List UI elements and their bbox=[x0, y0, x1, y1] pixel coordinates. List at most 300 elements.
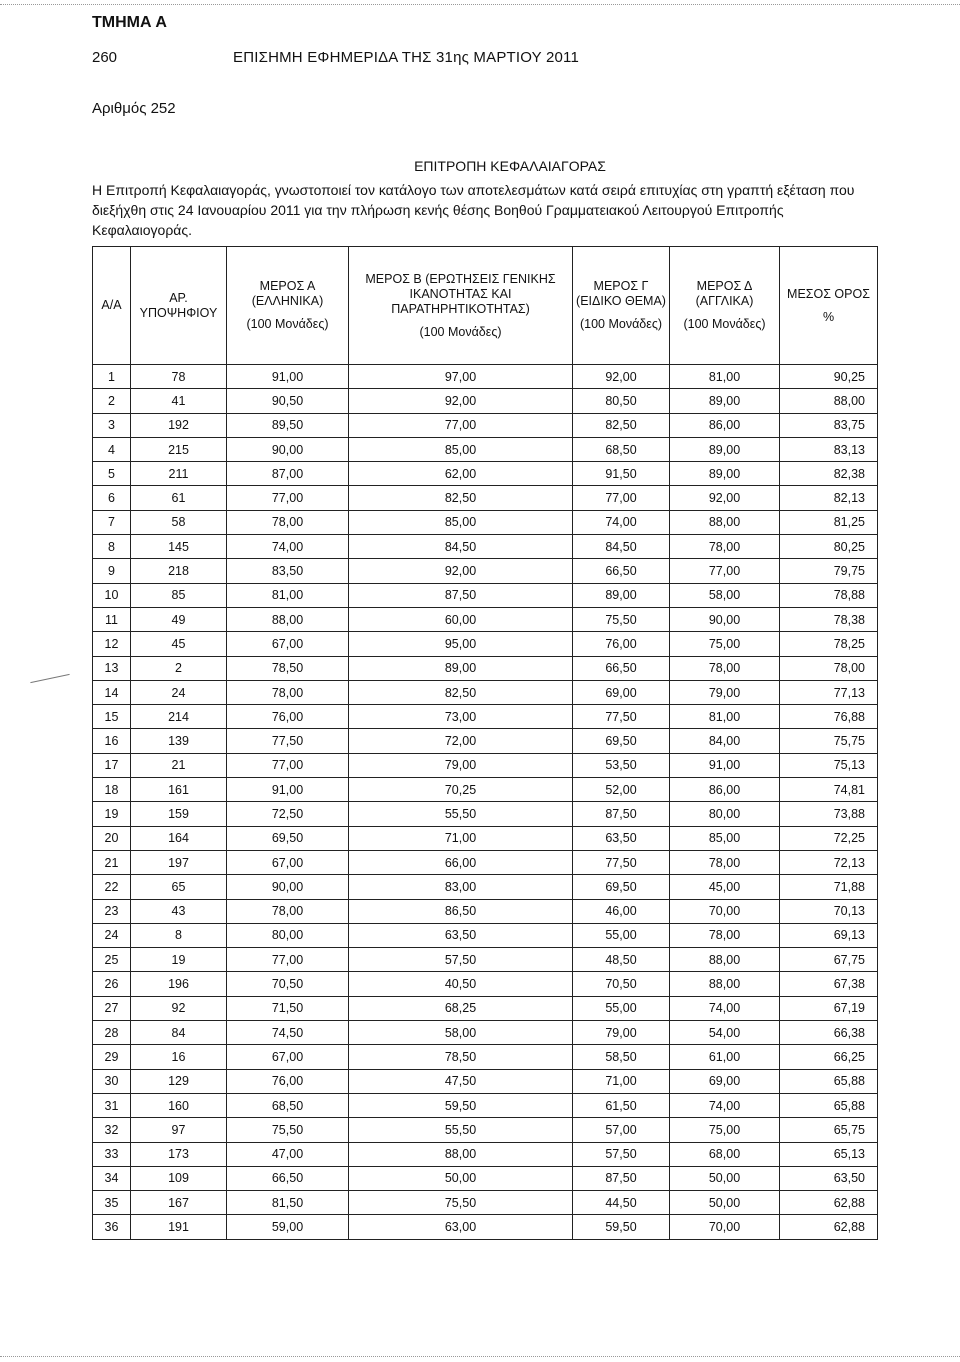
part-b-cell: 40,50 bbox=[349, 972, 573, 996]
part-b-cell: 71,00 bbox=[349, 826, 573, 850]
part-a-cell: 77,00 bbox=[227, 753, 349, 777]
part-d-cell: 89,00 bbox=[670, 437, 780, 461]
table-row bbox=[93, 1191, 878, 1215]
part-c-cell: 58,50 bbox=[573, 1045, 670, 1069]
part-b-cell: 84,50 bbox=[349, 535, 573, 559]
average-cell: 82,38 bbox=[780, 462, 878, 486]
average-cell: 82,13 bbox=[780, 486, 878, 510]
part-d-cell: 80,00 bbox=[670, 802, 780, 826]
gazette-title: ΕΠΙΣΗΜΗ ΕΦΗΜΕΡΙΔΑ ΤΗΣ 31ης ΜΑΡΤΙΟΥ 2011 bbox=[233, 49, 580, 66]
candidate-cell: 197 bbox=[131, 850, 227, 874]
part-b-cell: 82,50 bbox=[349, 486, 573, 510]
aa-cell: 1 bbox=[93, 365, 131, 389]
aa-cell: 36 bbox=[93, 1215, 131, 1239]
average-cell: 78,38 bbox=[780, 607, 878, 631]
committee-title: ΕΠΙΤΡΟΠΗ ΚΕΦΑΛΑΙΑΓΟΡΑΣ bbox=[414, 158, 606, 174]
part-b-cell: 73,00 bbox=[349, 705, 573, 729]
part-b-cell: 85,00 bbox=[349, 437, 573, 461]
part-c-cell: 75,50 bbox=[573, 607, 670, 631]
part-a-cell: 76,00 bbox=[227, 705, 349, 729]
table-row bbox=[93, 850, 878, 874]
table-row bbox=[93, 1142, 878, 1166]
table-row bbox=[93, 365, 878, 389]
part-d-cell: 85,00 bbox=[670, 826, 780, 850]
part-d-cell: 88,00 bbox=[670, 510, 780, 534]
average-cell: 62,88 bbox=[780, 1191, 878, 1215]
candidate-cell: 167 bbox=[131, 1191, 227, 1215]
part-b-cell: 85,00 bbox=[349, 510, 573, 534]
part-a-cell: 77,00 bbox=[227, 948, 349, 972]
table-row bbox=[93, 583, 878, 607]
part-a-cell: 90,00 bbox=[227, 875, 349, 899]
average-cell: 70,13 bbox=[780, 899, 878, 923]
col-header-average: ΜΕΣΟΣ ΟΡΟΣ % bbox=[780, 247, 878, 365]
part-c-cell: 74,00 bbox=[573, 510, 670, 534]
table-row bbox=[93, 729, 878, 753]
part-d-cell: 84,00 bbox=[670, 729, 780, 753]
part-c-cell: 91,50 bbox=[573, 462, 670, 486]
average-cell: 75,13 bbox=[780, 753, 878, 777]
average-cell: 69,13 bbox=[780, 923, 878, 947]
candidate-cell: 49 bbox=[131, 607, 227, 631]
average-cell: 74,81 bbox=[780, 778, 878, 802]
aa-cell: 3 bbox=[93, 413, 131, 437]
candidate-cell: 16 bbox=[131, 1045, 227, 1069]
part-d-cell: 50,00 bbox=[670, 1191, 780, 1215]
part-a-cell: 71,50 bbox=[227, 996, 349, 1020]
part-b-cell: 78,50 bbox=[349, 1045, 573, 1069]
aa-cell: 18 bbox=[93, 778, 131, 802]
part-a-cell: 90,50 bbox=[227, 389, 349, 413]
table-row bbox=[93, 1021, 878, 1045]
notice-intro: Η Επιτροπή Κεφαλαιαγοράς, γνωστοποιεί τον κατάλογο των αποτελεσμάτων κατά σειρά επιτυχίας στη γραπτή εξέταση που διεξήχθη στις 24 Ιανουαρίου 2011 για την πλήρωση κενής θέσης Βοηθού Γραμματειακού Λειτουργού Επιτροπής Κεφαλαιογοράς. bbox=[92, 182, 855, 238]
average-cell: 65,75 bbox=[780, 1118, 878, 1142]
part-a-cell: 67,00 bbox=[227, 632, 349, 656]
aa-cell: 13 bbox=[93, 656, 131, 680]
part-b-cell: 88,00 bbox=[349, 1142, 573, 1166]
candidate-cell: 45 bbox=[131, 632, 227, 656]
part-a-cell: 59,00 bbox=[227, 1215, 349, 1239]
part-d-cell: 86,00 bbox=[670, 413, 780, 437]
candidate-cell: 161 bbox=[131, 778, 227, 802]
average-cell: 78,00 bbox=[780, 656, 878, 680]
table-header-row bbox=[93, 247, 878, 365]
part-b-cell: 89,00 bbox=[349, 656, 573, 680]
part-d-cell: 78,00 bbox=[670, 923, 780, 947]
candidate-cell: 192 bbox=[131, 413, 227, 437]
candidate-cell: 211 bbox=[131, 462, 227, 486]
part-b-cell: 82,50 bbox=[349, 680, 573, 704]
part-d-cell: 86,00 bbox=[670, 778, 780, 802]
part-b-cell: 58,00 bbox=[349, 1021, 573, 1045]
scan-margin-mark bbox=[30, 674, 69, 683]
average-cell: 78,88 bbox=[780, 583, 878, 607]
col-header-part-b: ΜΕΡΟΣ Β (ΕΡΩΤΗΣΕΙΣ ΓΕΝΙΚΗΣ ΙΚΑΝΟΤΗΤΑΣ ΚΑΙ ΠΑΡΑΤΗΡΗΤΙΚΟΤΗΤΑΣ) (100 Μονάδες) bbox=[349, 247, 573, 365]
aa-cell: 16 bbox=[93, 729, 131, 753]
candidate-cell: 145 bbox=[131, 535, 227, 559]
table-row bbox=[93, 923, 878, 947]
part-c-cell: 63,50 bbox=[573, 826, 670, 850]
part-d-cell: 91,00 bbox=[670, 753, 780, 777]
part-a-cell: 47,00 bbox=[227, 1142, 349, 1166]
part-c-cell: 87,50 bbox=[573, 802, 670, 826]
part-c-cell: 82,50 bbox=[573, 413, 670, 437]
aa-cell: 11 bbox=[93, 607, 131, 631]
part-a-cell: 81,50 bbox=[227, 1191, 349, 1215]
average-cell: 80,25 bbox=[780, 535, 878, 559]
part-c-cell: 69,00 bbox=[573, 680, 670, 704]
candidate-cell: 97 bbox=[131, 1118, 227, 1142]
part-a-cell: 89,50 bbox=[227, 413, 349, 437]
part-d-cell: 68,00 bbox=[670, 1142, 780, 1166]
col-header-part-a: ΜΕΡΟΣ Α (ΕΛΛΗΝΙΚΑ) (100 Μονάδες) bbox=[227, 247, 349, 365]
aa-cell: 7 bbox=[93, 510, 131, 534]
part-d-cell: 92,00 bbox=[670, 486, 780, 510]
table-row bbox=[93, 656, 878, 680]
col-header-part-d: ΜΕΡΟΣ Δ (ΑΓΓΛΙΚΑ) (100 Μονάδες) bbox=[670, 247, 780, 365]
table-row bbox=[93, 437, 878, 461]
part-d-cell: 90,00 bbox=[670, 607, 780, 631]
average-cell: 83,75 bbox=[780, 413, 878, 437]
part-d-cell: 75,00 bbox=[670, 1118, 780, 1142]
part-d-cell: 77,00 bbox=[670, 559, 780, 583]
part-b-cell: 59,50 bbox=[349, 1093, 573, 1117]
part-c-cell: 57,00 bbox=[573, 1118, 670, 1142]
part-a-cell: 80,00 bbox=[227, 923, 349, 947]
table-row bbox=[93, 972, 878, 996]
table-row bbox=[93, 899, 878, 923]
part-a-cell: 91,00 bbox=[227, 778, 349, 802]
candidate-cell: 84 bbox=[131, 1021, 227, 1045]
part-b-cell: 50,00 bbox=[349, 1166, 573, 1190]
table-row bbox=[93, 753, 878, 777]
part-d-cell: 78,00 bbox=[670, 535, 780, 559]
part-a-cell: 74,00 bbox=[227, 535, 349, 559]
part-c-cell: 77,00 bbox=[573, 486, 670, 510]
part-d-cell: 70,00 bbox=[670, 1215, 780, 1239]
aa-cell: 35 bbox=[93, 1191, 131, 1215]
part-a-cell: 78,00 bbox=[227, 510, 349, 534]
average-cell: 62,88 bbox=[780, 1215, 878, 1239]
part-c-cell: 59,50 bbox=[573, 1215, 670, 1239]
results-body bbox=[93, 365, 878, 1240]
aa-cell: 29 bbox=[93, 1045, 131, 1069]
aa-cell: 32 bbox=[93, 1118, 131, 1142]
scan-top-edge bbox=[0, 4, 960, 5]
part-d-cell: 78,00 bbox=[670, 850, 780, 874]
average-cell: 77,13 bbox=[780, 680, 878, 704]
part-b-cell: 47,50 bbox=[349, 1069, 573, 1093]
candidate-cell: 61 bbox=[131, 486, 227, 510]
part-c-cell: 53,50 bbox=[573, 753, 670, 777]
part-a-cell: 90,00 bbox=[227, 437, 349, 461]
table-row bbox=[93, 778, 878, 802]
part-d-cell: 61,00 bbox=[670, 1045, 780, 1069]
aa-cell: 6 bbox=[93, 486, 131, 510]
part-c-cell: 79,00 bbox=[573, 1021, 670, 1045]
part-a-cell: 77,00 bbox=[227, 486, 349, 510]
table-row bbox=[93, 389, 878, 413]
average-cell: 83,13 bbox=[780, 437, 878, 461]
table-row bbox=[93, 1166, 878, 1190]
part-b-cell: 95,00 bbox=[349, 632, 573, 656]
aa-cell: 20 bbox=[93, 826, 131, 850]
part-d-cell: 88,00 bbox=[670, 972, 780, 996]
average-cell: 75,75 bbox=[780, 729, 878, 753]
part-b-cell: 97,00 bbox=[349, 365, 573, 389]
part-d-cell: 88,00 bbox=[670, 948, 780, 972]
part-b-cell: 77,00 bbox=[349, 413, 573, 437]
table-row bbox=[93, 680, 878, 704]
table-row bbox=[93, 826, 878, 850]
candidate-cell: 19 bbox=[131, 948, 227, 972]
part-c-cell: 61,50 bbox=[573, 1093, 670, 1117]
table-row bbox=[93, 1215, 878, 1239]
part-b-cell: 92,00 bbox=[349, 389, 573, 413]
table-row bbox=[93, 486, 878, 510]
candidate-cell: 85 bbox=[131, 583, 227, 607]
part-a-cell: 87,00 bbox=[227, 462, 349, 486]
part-a-cell: 77,50 bbox=[227, 729, 349, 753]
part-b-cell: 70,25 bbox=[349, 778, 573, 802]
aa-cell: 25 bbox=[93, 948, 131, 972]
col-header-part-c: ΜΕΡΟΣ Γ (ΕΙΔΙΚΟ ΘΕΜΑ) (100 Μονάδες) bbox=[573, 247, 670, 365]
part-b-cell: 75,50 bbox=[349, 1191, 573, 1215]
part-d-cell: 89,00 bbox=[670, 462, 780, 486]
part-d-cell: 75,00 bbox=[670, 632, 780, 656]
part-c-cell: 92,00 bbox=[573, 365, 670, 389]
average-cell: 66,25 bbox=[780, 1045, 878, 1069]
part-b-cell: 62,00 bbox=[349, 462, 573, 486]
part-a-cell: 66,50 bbox=[227, 1166, 349, 1190]
candidate-cell: 164 bbox=[131, 826, 227, 850]
aa-cell: 9 bbox=[93, 559, 131, 583]
part-a-cell: 67,00 bbox=[227, 1045, 349, 1069]
part-b-cell: 63,00 bbox=[349, 1215, 573, 1239]
table-row bbox=[93, 632, 878, 656]
part-c-cell: 66,50 bbox=[573, 656, 670, 680]
aa-cell: 23 bbox=[93, 899, 131, 923]
part-a-cell: 88,00 bbox=[227, 607, 349, 631]
part-c-cell: 55,00 bbox=[573, 923, 670, 947]
part-a-cell: 78,00 bbox=[227, 680, 349, 704]
part-b-cell: 83,00 bbox=[349, 875, 573, 899]
part-b-cell: 55,50 bbox=[349, 1118, 573, 1142]
part-b-cell: 66,00 bbox=[349, 850, 573, 874]
aa-cell: 12 bbox=[93, 632, 131, 656]
aa-cell: 28 bbox=[93, 1021, 131, 1045]
average-cell: 71,88 bbox=[780, 875, 878, 899]
aa-cell: 5 bbox=[93, 462, 131, 486]
section-label: ΤΜΗΜΑ Α bbox=[92, 14, 167, 31]
table-row bbox=[93, 535, 878, 559]
average-cell: 67,19 bbox=[780, 996, 878, 1020]
table-row bbox=[93, 802, 878, 826]
table-row bbox=[93, 1118, 878, 1142]
part-c-cell: 44,50 bbox=[573, 1191, 670, 1215]
part-a-cell: 76,00 bbox=[227, 1069, 349, 1093]
aa-cell: 22 bbox=[93, 875, 131, 899]
table-row bbox=[93, 1093, 878, 1117]
table-row bbox=[93, 948, 878, 972]
part-a-cell: 67,00 bbox=[227, 850, 349, 874]
aa-cell: 26 bbox=[93, 972, 131, 996]
col-header-aa: Α/Α bbox=[93, 247, 131, 365]
part-b-cell: 87,50 bbox=[349, 583, 573, 607]
average-cell: 65,88 bbox=[780, 1093, 878, 1117]
table-row bbox=[93, 559, 878, 583]
part-c-cell: 52,00 bbox=[573, 778, 670, 802]
candidate-cell: 41 bbox=[131, 389, 227, 413]
part-a-cell: 69,50 bbox=[227, 826, 349, 850]
candidate-cell: 58 bbox=[131, 510, 227, 534]
part-a-cell: 78,00 bbox=[227, 899, 349, 923]
aa-cell: 8 bbox=[93, 535, 131, 559]
candidate-cell: 215 bbox=[131, 437, 227, 461]
aa-cell: 10 bbox=[93, 583, 131, 607]
part-d-cell: 58,00 bbox=[670, 583, 780, 607]
part-c-cell: 48,50 bbox=[573, 948, 670, 972]
part-a-cell: 83,50 bbox=[227, 559, 349, 583]
part-d-cell: 74,00 bbox=[670, 996, 780, 1020]
candidate-cell: 196 bbox=[131, 972, 227, 996]
part-c-cell: 70,50 bbox=[573, 972, 670, 996]
aa-cell: 21 bbox=[93, 850, 131, 874]
table-row bbox=[93, 996, 878, 1020]
aa-cell: 4 bbox=[93, 437, 131, 461]
candidate-cell: 8 bbox=[131, 923, 227, 947]
part-c-cell: 68,50 bbox=[573, 437, 670, 461]
candidate-cell: 109 bbox=[131, 1166, 227, 1190]
part-d-cell: 79,00 bbox=[670, 680, 780, 704]
part-a-cell: 81,00 bbox=[227, 583, 349, 607]
aa-cell: 30 bbox=[93, 1069, 131, 1093]
part-c-cell: 77,50 bbox=[573, 850, 670, 874]
part-a-cell: 68,50 bbox=[227, 1093, 349, 1117]
candidate-cell: 139 bbox=[131, 729, 227, 753]
candidate-cell: 2 bbox=[131, 656, 227, 680]
part-b-cell: 57,50 bbox=[349, 948, 573, 972]
average-cell: 90,25 bbox=[780, 365, 878, 389]
part-b-cell: 63,50 bbox=[349, 923, 573, 947]
part-a-cell: 75,50 bbox=[227, 1118, 349, 1142]
aa-cell: 2 bbox=[93, 389, 131, 413]
issue-number: Αριθμός 252 bbox=[92, 100, 176, 117]
part-c-cell: 57,50 bbox=[573, 1142, 670, 1166]
aa-cell: 19 bbox=[93, 802, 131, 826]
average-cell: 76,88 bbox=[780, 705, 878, 729]
candidate-cell: 92 bbox=[131, 996, 227, 1020]
average-cell: 73,88 bbox=[780, 802, 878, 826]
part-b-cell: 68,25 bbox=[349, 996, 573, 1020]
part-a-cell: 91,00 bbox=[227, 365, 349, 389]
part-b-cell: 86,50 bbox=[349, 899, 573, 923]
aa-cell: 31 bbox=[93, 1093, 131, 1117]
table-row bbox=[93, 875, 878, 899]
average-cell: 67,38 bbox=[780, 972, 878, 996]
aa-cell: 24 bbox=[93, 923, 131, 947]
average-cell: 81,25 bbox=[780, 510, 878, 534]
aa-cell: 17 bbox=[93, 753, 131, 777]
part-b-cell: 79,00 bbox=[349, 753, 573, 777]
part-b-cell: 92,00 bbox=[349, 559, 573, 583]
part-c-cell: 69,50 bbox=[573, 875, 670, 899]
table-row bbox=[93, 607, 878, 631]
part-c-cell: 55,00 bbox=[573, 996, 670, 1020]
average-cell: 79,75 bbox=[780, 559, 878, 583]
part-d-cell: 81,00 bbox=[670, 365, 780, 389]
candidate-cell: 160 bbox=[131, 1093, 227, 1117]
part-a-cell: 72,50 bbox=[227, 802, 349, 826]
candidate-cell: 159 bbox=[131, 802, 227, 826]
average-cell: 63,50 bbox=[780, 1166, 878, 1190]
average-cell: 65,88 bbox=[780, 1069, 878, 1093]
aa-cell: 15 bbox=[93, 705, 131, 729]
part-c-cell: 89,00 bbox=[573, 583, 670, 607]
average-cell: 72,25 bbox=[780, 826, 878, 850]
candidate-cell: 191 bbox=[131, 1215, 227, 1239]
average-cell: 65,13 bbox=[780, 1142, 878, 1166]
table-row bbox=[93, 510, 878, 534]
average-cell: 88,00 bbox=[780, 389, 878, 413]
part-c-cell: 76,00 bbox=[573, 632, 670, 656]
candidate-cell: 218 bbox=[131, 559, 227, 583]
part-d-cell: 74,00 bbox=[670, 1093, 780, 1117]
part-d-cell: 45,00 bbox=[670, 875, 780, 899]
candidate-cell: 65 bbox=[131, 875, 227, 899]
candidate-cell: 78 bbox=[131, 365, 227, 389]
aa-cell: 34 bbox=[93, 1166, 131, 1190]
part-d-cell: 69,00 bbox=[670, 1069, 780, 1093]
aa-cell: 33 bbox=[93, 1142, 131, 1166]
aa-cell: 27 bbox=[93, 996, 131, 1020]
average-cell: 78,25 bbox=[780, 632, 878, 656]
part-c-cell: 71,00 bbox=[573, 1069, 670, 1093]
part-a-cell: 74,50 bbox=[227, 1021, 349, 1045]
results-table bbox=[92, 246, 878, 1240]
candidate-cell: 43 bbox=[131, 899, 227, 923]
part-c-cell: 80,50 bbox=[573, 389, 670, 413]
candidate-cell: 21 bbox=[131, 753, 227, 777]
candidate-cell: 173 bbox=[131, 1142, 227, 1166]
part-b-cell: 55,50 bbox=[349, 802, 573, 826]
part-c-cell: 69,50 bbox=[573, 729, 670, 753]
page-number: 260 bbox=[92, 49, 118, 66]
average-cell: 67,75 bbox=[780, 948, 878, 972]
part-d-cell: 78,00 bbox=[670, 656, 780, 680]
candidate-cell: 214 bbox=[131, 705, 227, 729]
table-row bbox=[93, 1045, 878, 1069]
part-a-cell: 78,50 bbox=[227, 656, 349, 680]
part-c-cell: 84,50 bbox=[573, 535, 670, 559]
part-d-cell: 81,00 bbox=[670, 705, 780, 729]
part-d-cell: 89,00 bbox=[670, 389, 780, 413]
scan-bottom-edge bbox=[0, 1356, 960, 1357]
part-c-cell: 66,50 bbox=[573, 559, 670, 583]
table-row bbox=[93, 1069, 878, 1093]
part-a-cell: 70,50 bbox=[227, 972, 349, 996]
candidate-cell: 24 bbox=[131, 680, 227, 704]
table-row bbox=[93, 413, 878, 437]
part-d-cell: 54,00 bbox=[670, 1021, 780, 1045]
average-cell: 72,13 bbox=[780, 850, 878, 874]
part-b-cell: 60,00 bbox=[349, 607, 573, 631]
part-c-cell: 46,00 bbox=[573, 899, 670, 923]
table-row bbox=[93, 705, 878, 729]
average-cell: 66,38 bbox=[780, 1021, 878, 1045]
part-b-cell: 72,00 bbox=[349, 729, 573, 753]
part-c-cell: 77,50 bbox=[573, 705, 670, 729]
